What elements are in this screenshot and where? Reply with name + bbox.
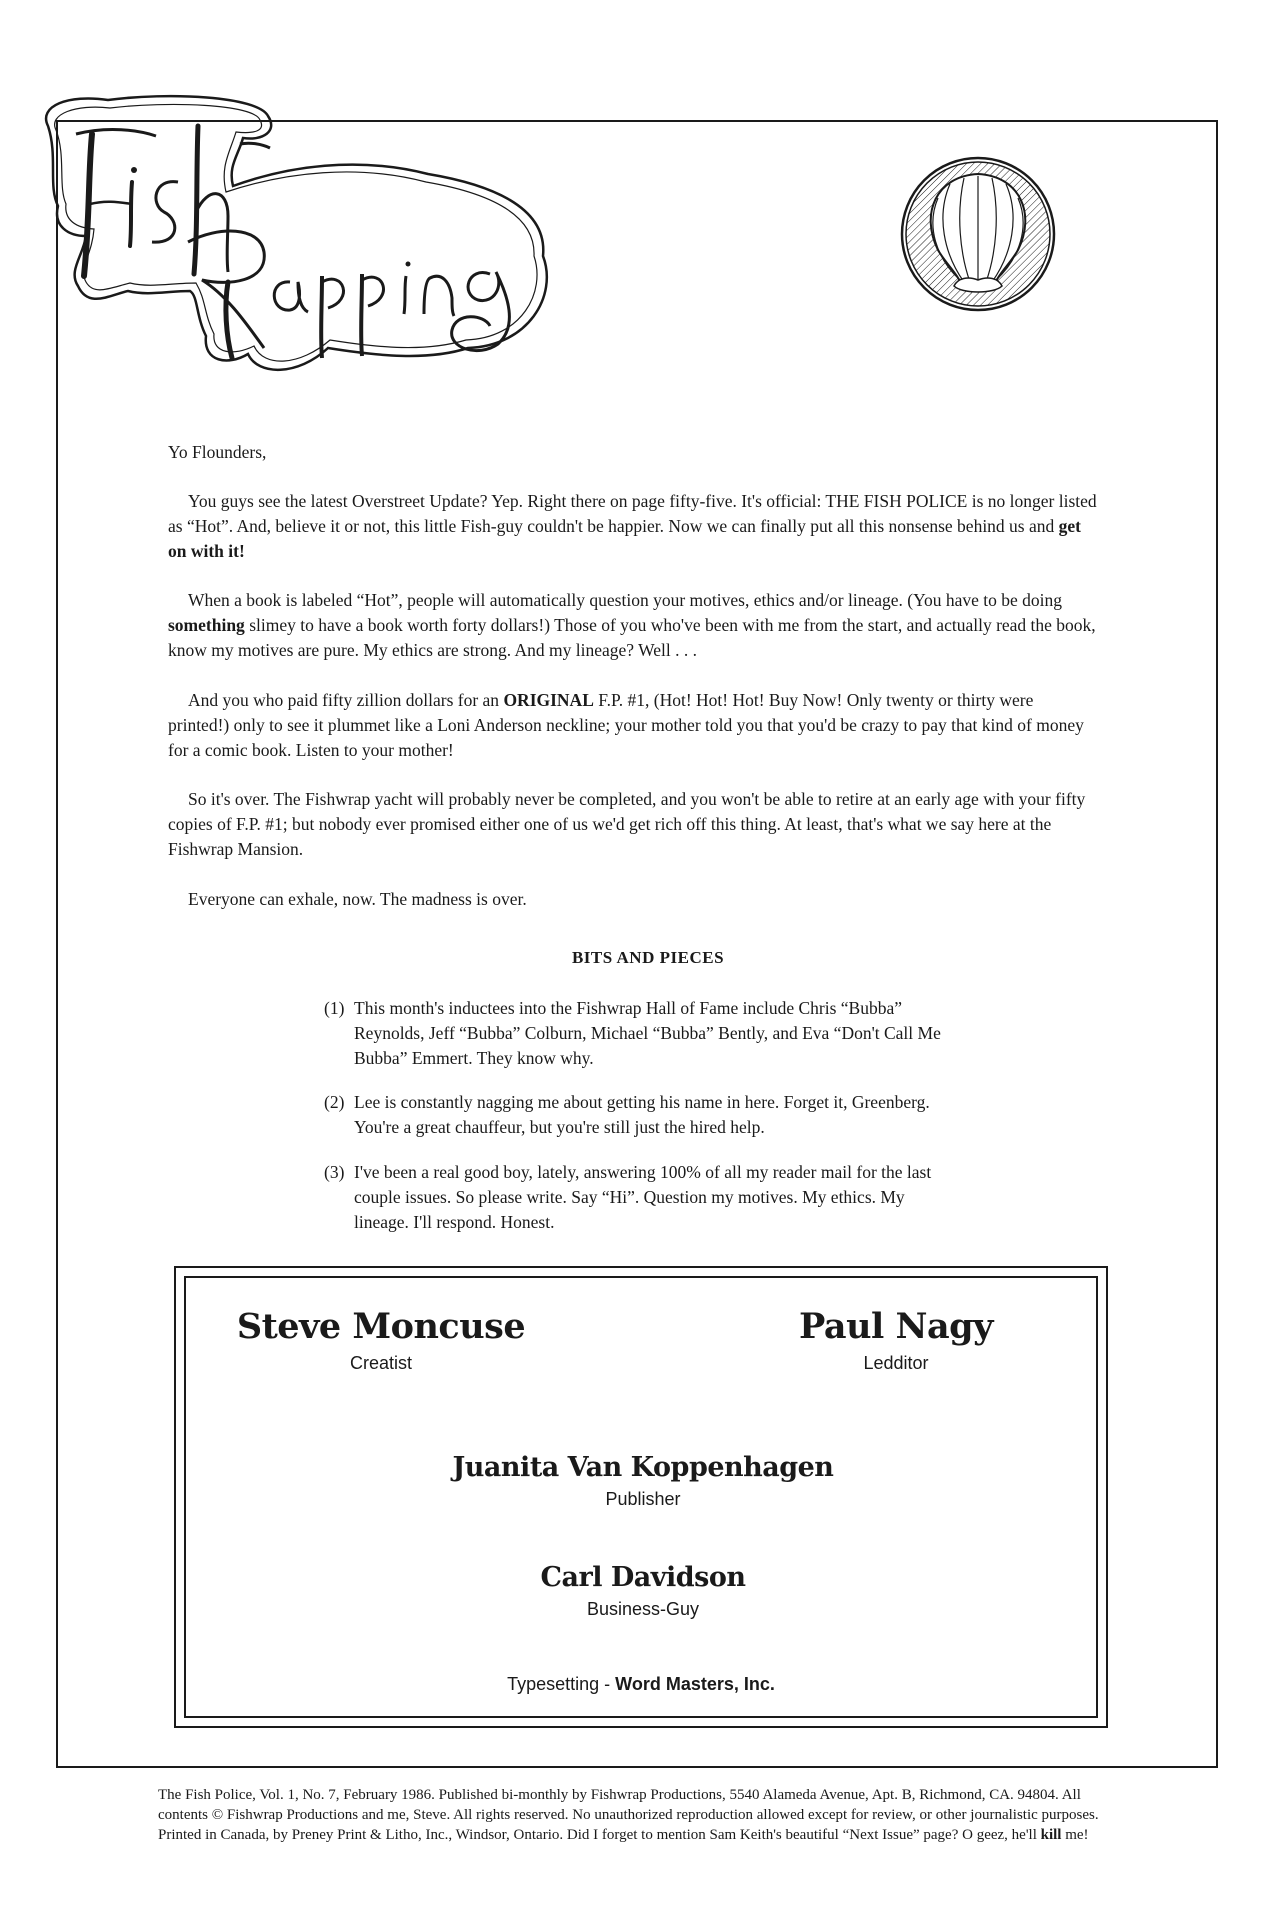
letter-paragraph-3: [168, 688, 1098, 763]
list-item: [324, 1160, 956, 1235]
credit-juanita-van-koppenhagen: [336, 1452, 950, 1510]
credit-role: Business-Guy: [586, 1599, 700, 1619]
text-run: When a book is labeled “Hot”, people will automatically question your motives, ethics and/or lineage. (You have to be doing: [188, 590, 1062, 611]
salutation: Yo Flounders,: [168, 442, 267, 462]
bold-text: something: [168, 615, 245, 636]
letter-paragraph-4: So it's over. The Fishwrap yacht will probably never be completed, and you won't be able to retire at an early age with your fifty copies of F.P. #1; but nobody ever promised either one of us we'd get rich off this thing. At least, that's what we say here at the Fishwrap Mansion.: [168, 789, 1086, 860]
credit-role: Publisher: [605, 1489, 681, 1509]
scallop-shell-icon: [898, 154, 1058, 314]
text-run: me!: [1061, 1826, 1089, 1843]
credit-role: Creatist: [349, 1353, 412, 1373]
credit-name: Juanita Van Koppenhagen: [452, 1452, 834, 1483]
list-item: [324, 1090, 956, 1140]
text-run: And you who paid fifty zillion dollars for an: [188, 689, 504, 710]
item-number: (2): [324, 1092, 345, 1113]
typesetting-label: Typesetting -: [507, 1674, 616, 1694]
credit-name: Carl Davidson: [540, 1562, 746, 1593]
bold-text: kill: [1040, 1826, 1062, 1843]
item-text: This month's inductees into the Fishwrap Hall of Fame include Chris “Bubba” Reynolds, Jeff “Bubba” Colburn, Michael “Bubba” Bently, and Eva “Don't Call Me Bubba” Emmert. They know why.: [354, 997, 941, 1068]
letter-paragraph-2: [168, 588, 1098, 663]
text-run: slimey to have a book worth forty dollars!) Those of you who've been with me from the start, and actually read the book, know my motives are pure. My ethics are strong. And my lineage? Well . . .: [168, 615, 1096, 661]
item-text: I've been a real good boy, lately, answering 100% of all my reader mail for the last couple issues. So please write. Say “Hi”. Question my motives. My ethics. My lineage. I'll respond. Honest.: [354, 1162, 932, 1232]
bold-text: get on with it!: [168, 515, 1081, 561]
item-number: (3): [324, 1162, 345, 1183]
letter-paragraph-5: Everyone can exhale, now. The madness is over.: [188, 888, 527, 909]
letter-body: [168, 440, 1098, 1255]
bits-list: [324, 996, 956, 1235]
credits-box: [174, 1266, 1108, 1728]
credit-carl-davidson: [336, 1562, 950, 1620]
credit-paul-nagy: [746, 1306, 1046, 1374]
item-number: (1): [324, 997, 345, 1018]
credits-inner-border: [184, 1276, 1098, 1718]
letter-paragraph-1: [168, 489, 1098, 564]
credit-name: Paul Nagy: [799, 1306, 993, 1347]
bits-and-pieces-heading: BITS AND PIECES: [571, 947, 725, 967]
text-run: You guys see the latest Overstreet Update? Yep. Right there on page fifty-five. It's official: THE FISH POLICE is no longer listed as “Hot”. And, believe it or not, this little Fish-guy couldn't be happier. Now we can finally put all this nonsense behind us and: [168, 490, 1097, 536]
fish-rapping-logo: [28, 86, 568, 376]
typesetting-credit: [186, 1674, 1096, 1695]
credit-steve-moncuse: [216, 1306, 546, 1374]
typesetting-company: Word Masters, Inc.: [615, 1674, 775, 1694]
credit-role: Ledditor: [863, 1353, 929, 1373]
credit-name: Steve Moncuse: [236, 1306, 526, 1347]
bold-text: ORIGINAL: [503, 689, 594, 710]
text-run: The Fish Police, Vol. 1, No. 7, February 1986. Published bi-monthly by Fishwrap Productions, 5540 Alameda Avenue, Apt. B, Richmond, CA. 94804. All contents © Fishwrap Productions and me, Steve. All rights reserved. No unauthorized reproduction allowed except for review, or other journalistic purposes. Printed in Canada, by Preney Print & Litho, Inc., Windsor, Ontario. Did I forget to mention Sam Keith's beautiful “Next Issue” page? O geez, he'll: [158, 1787, 1099, 1843]
text-run: F.P. #1, (Hot! Hot! Hot! Buy Now! Only twenty or thirty were printed!) only to see it plummet like a Loni Anderson neckline; your mother told you that you'd be crazy to pay that kind of money for a comic book. Listen to your mother!: [168, 689, 1084, 760]
indicia-footer: [158, 1786, 1124, 1846]
item-text: Lee is constantly nagging me about getting his name in here. Forget it, Greenberg. You're a great chauffeur, but you're still just the hired help.: [354, 1092, 930, 1138]
list-item: [324, 996, 956, 1071]
